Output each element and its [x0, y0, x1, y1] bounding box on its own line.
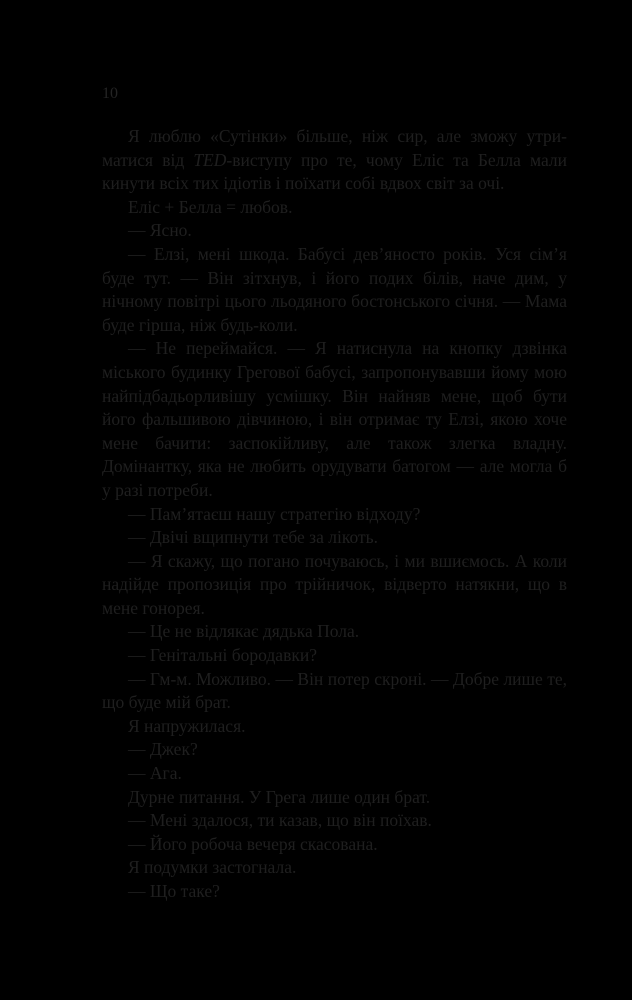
paragraph-8: — Я скажу, що погано почуваюсь, і ми вшиємось. А коли надійде пропозиція про трійничок, відверто натякни, що в мене гонорея.	[102, 550, 567, 618]
paragraph-13: — Джек?	[128, 739, 198, 760]
paragraph-1: Я люблю «Сутінки» більше, ніж сир, але зможу утриматися від TED-виступу про те, чому Еліс та Белла мали кинути всіх тих ідіотів і поїхати собі вдвох світ за очі.	[102, 126, 567, 194]
paragraph-9: — Це не відлякає дядька Пола.	[128, 621, 360, 642]
paragraph-18: Я подумки застогнала.	[128, 857, 297, 878]
paragraph-7: — Двічі вщипнути тебе за лікоть.	[128, 527, 378, 548]
paragraph-2: Еліс + Белла = любов.	[128, 196, 293, 217]
paragraph-10: — Генітальні бородавки?	[128, 645, 317, 666]
paragraph-6: — Пам’ятаєш нашу стратегію відходу?	[128, 503, 421, 524]
paragraph-11: — Гм-м. Можливо. — Він потер скроні. — Добре лише те, що буде мій брат.	[102, 668, 567, 713]
paragraph-17: — Його робоча вечеря скасована.	[128, 833, 378, 854]
paragraph-12: Я напружилася.	[128, 715, 246, 736]
paragraph-16: — Мені здалося, ти казав, що він поїхав.	[128, 810, 432, 831]
page-number: 10	[102, 85, 118, 102]
body-text	[102, 125, 567, 904]
paragraph-5: — Не переймайся. — Я натиснула на кнопку дзвінка міського будинку Грегової бабусі, запропонувавши йому мою найпідбадьорливішу усмішку. Він найняв мене, щоб бути його фальшивою дівчиною, і він отримає ту Елзі, якою хоче мене бачити: заспокійливу, але також злегка владну. Домінантку, яка не любить орудувати батогом — але могла б у разі потреби.	[102, 338, 567, 500]
paragraph-19: — Що таке?	[128, 881, 220, 901]
paragraph-15: Дурне питання. У Грега лише один брат.	[128, 786, 431, 807]
paragraph-14: — Ага.	[128, 763, 182, 784]
paragraph-4: — Елзі, мені шкода. Бабусі дев’яносто років. Уся сім’я буде тут. — Він зітхнув, і його подих білів, наче дим, у нічному повітрі цього льодяного бостонського січня. — Мама буде гірша, ніж будь-коли.	[102, 243, 567, 335]
paragraph-3: — Ясно.	[128, 220, 192, 241]
